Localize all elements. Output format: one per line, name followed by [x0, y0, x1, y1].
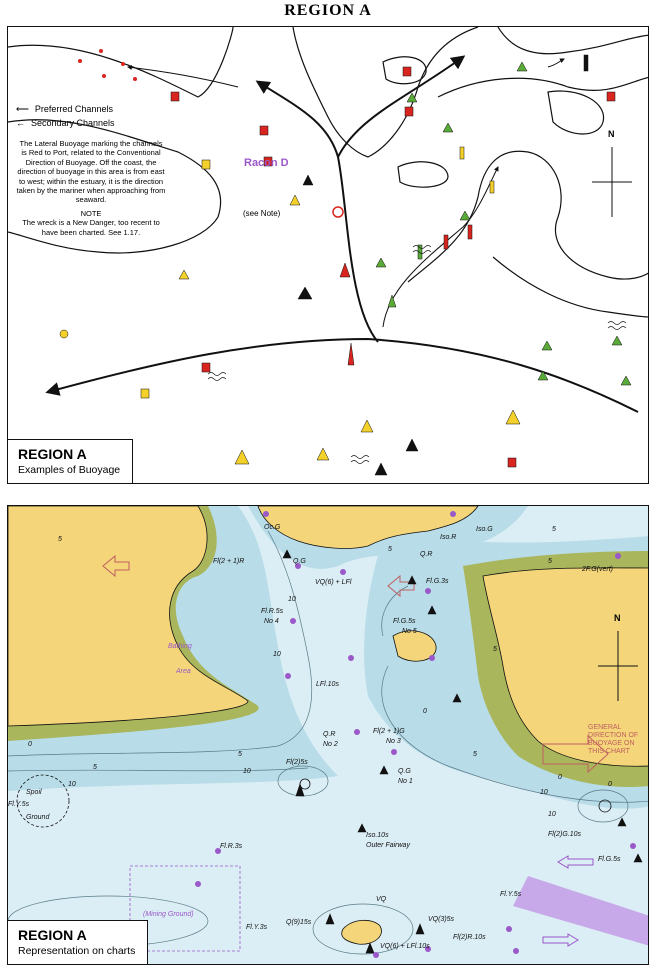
- wreck-buoy: [333, 207, 343, 217]
- secondary-channel-north-west: [128, 67, 238, 87]
- label-fl-r-5s: Fl.R.5s: [261, 608, 284, 615]
- island-mid: [398, 162, 448, 187]
- label-vq3-5s: VQ(3)5s: [428, 916, 455, 923]
- depth-label: 10: [68, 781, 76, 788]
- lighthouse: [348, 343, 354, 365]
- label-fl-g-5s-b: Fl.G.5s: [598, 856, 621, 863]
- label-fl-g-3s: Fl.G.3s: [426, 578, 449, 585]
- caption-examples: REGION A Examples of Buoyage: [8, 439, 133, 483]
- coastline-east-bay: [408, 151, 649, 282]
- spar-buoys: [418, 225, 472, 259]
- label-fl2-r-10s: Fl(2)R.10s: [453, 934, 486, 941]
- depth-label: 0: [608, 781, 612, 788]
- label-iso-10s: Iso.10s: [366, 832, 389, 839]
- secondary-channel-north-east: [548, 59, 564, 67]
- label-area: Area: [176, 668, 191, 675]
- general-direction-label: GENERAL DIRECTION OF BUOYAGE ON THIS CHART: [588, 724, 639, 755]
- depth-label: 5: [552, 526, 556, 533]
- label-fl-y-5s-b: Fl.Y.5s: [500, 891, 522, 898]
- label-no4: No 4: [264, 618, 279, 625]
- label-no3: No 3: [386, 738, 401, 745]
- label-fl-r-3s: Fl.R.3s: [220, 843, 243, 850]
- north-label-chart: N: [614, 613, 621, 623]
- depth-label: 10: [548, 811, 556, 818]
- depth-label: 0: [28, 741, 32, 748]
- green-light-buoy: [388, 295, 396, 307]
- north-label: N: [608, 129, 615, 139]
- label-ground: Ground: [26, 814, 50, 821]
- depth-label: 5: [93, 764, 97, 771]
- depth-label: 5: [473, 751, 477, 758]
- label-oc-g: Oc.G: [264, 524, 281, 531]
- label-q-g: Q.G: [398, 768, 411, 775]
- depth-label: 5: [388, 546, 392, 553]
- red-port-buoys: [171, 67, 615, 467]
- coastline-east: [438, 77, 649, 97]
- label-fl2-1-g: Fl(2 + 1)G: [373, 728, 405, 735]
- label-bathing: Bathing: [168, 643, 192, 650]
- label-2fg-vert: 2F.G(vert): [582, 566, 613, 573]
- buoyage-diagram: [8, 27, 649, 484]
- label-no2: No 2: [323, 741, 338, 748]
- label-fl2-g-10s: Fl(2)G.10s: [548, 831, 582, 838]
- label-fl-y-3s: Fl.Y.3s: [246, 924, 268, 931]
- label-mining-ground: (Mining Ground): [143, 911, 194, 918]
- depth-label: 5: [58, 536, 62, 543]
- coastline-north: [8, 27, 233, 97]
- preferred-channel-east: [338, 57, 463, 157]
- label-fl2-5s: Fl(2)5s: [286, 759, 308, 766]
- label-vq6-lfl-10s: VQ(6) + LFl.10s: [380, 943, 430, 950]
- depth-label: 0: [423, 708, 427, 715]
- label-vq6-lfl: VQ(6) + LFl: [315, 579, 352, 586]
- label-q9-15s: Q(9)15s: [286, 919, 312, 926]
- red-light-buoy: [340, 263, 350, 277]
- preferred-arrow-icon: ⟵: [16, 104, 29, 114]
- coastline-top-right: [498, 27, 649, 54]
- green-starboard-buoys: [376, 62, 631, 385]
- label-q-g-top: Q.G: [293, 558, 306, 565]
- label-fl-g-5s: Fl.G.5s: [393, 618, 416, 625]
- label-no1: No 1: [398, 778, 413, 785]
- depth-label: 10: [273, 651, 281, 658]
- racon-label: Racon D: [244, 157, 289, 169]
- label-no5: No 5: [402, 628, 417, 635]
- depth-label: 10: [540, 789, 548, 796]
- cardinal-buoys: [290, 55, 588, 475]
- label-lfl-10s: LFl.10s: [316, 681, 339, 688]
- wreck-symbols: [208, 246, 626, 464]
- label-q-r: Q.R: [420, 551, 433, 558]
- see-note-label: (see Note): [243, 209, 281, 218]
- panel-representation-on-charts: [7, 505, 649, 965]
- depth-label: 5: [548, 558, 552, 565]
- secondary-channel-south: [383, 167, 498, 327]
- label-q-r2: Q.R: [323, 731, 336, 738]
- legend-preferred: ⟵ Preferred Channels: [16, 104, 113, 114]
- label-vq: VQ: [376, 896, 387, 903]
- label-iso-g: Iso.G: [476, 526, 493, 533]
- label-outer-fairway: Outer Fairway: [366, 842, 410, 849]
- island-east: [548, 91, 604, 134]
- label-fl2-1-r: Fl(2 + 1)R: [213, 558, 245, 565]
- page-title: REGION A: [284, 2, 372, 19]
- depth-label: 5: [238, 751, 242, 758]
- label-fl-y-5s-a: Fl.Y.5s: [8, 801, 30, 808]
- depth-label: 10: [288, 596, 296, 603]
- label-iso-r: Iso.R: [440, 534, 457, 541]
- channel-legend: [16, 102, 115, 130]
- caption-representation: REGION A Representation on charts: [8, 920, 148, 964]
- coastline-south-east: [493, 257, 649, 317]
- depth-label: 10: [243, 768, 251, 775]
- label-spoil: Spoil: [26, 789, 42, 796]
- secondary-arrow-icon: ←: [16, 118, 25, 128]
- depth-label: 0: [558, 774, 562, 781]
- panel-examples-of-buoyage: [7, 26, 649, 484]
- legend-secondary: ← Secondary Channels: [16, 118, 115, 128]
- lateral-buoyage-note: The Lateral Buoyage marking the channels is Red to Port, related to the Conventional Direction of Buoyage. Off the coast, the direction of buoyage in this area is from east to west; within the estuary, it is the direction taken by the mariner when approaching from seaward. NOTE The wreck is a New Danger, too recent to have been charted. See 1.17.: [16, 139, 166, 237]
- depth-label: 5: [493, 646, 497, 653]
